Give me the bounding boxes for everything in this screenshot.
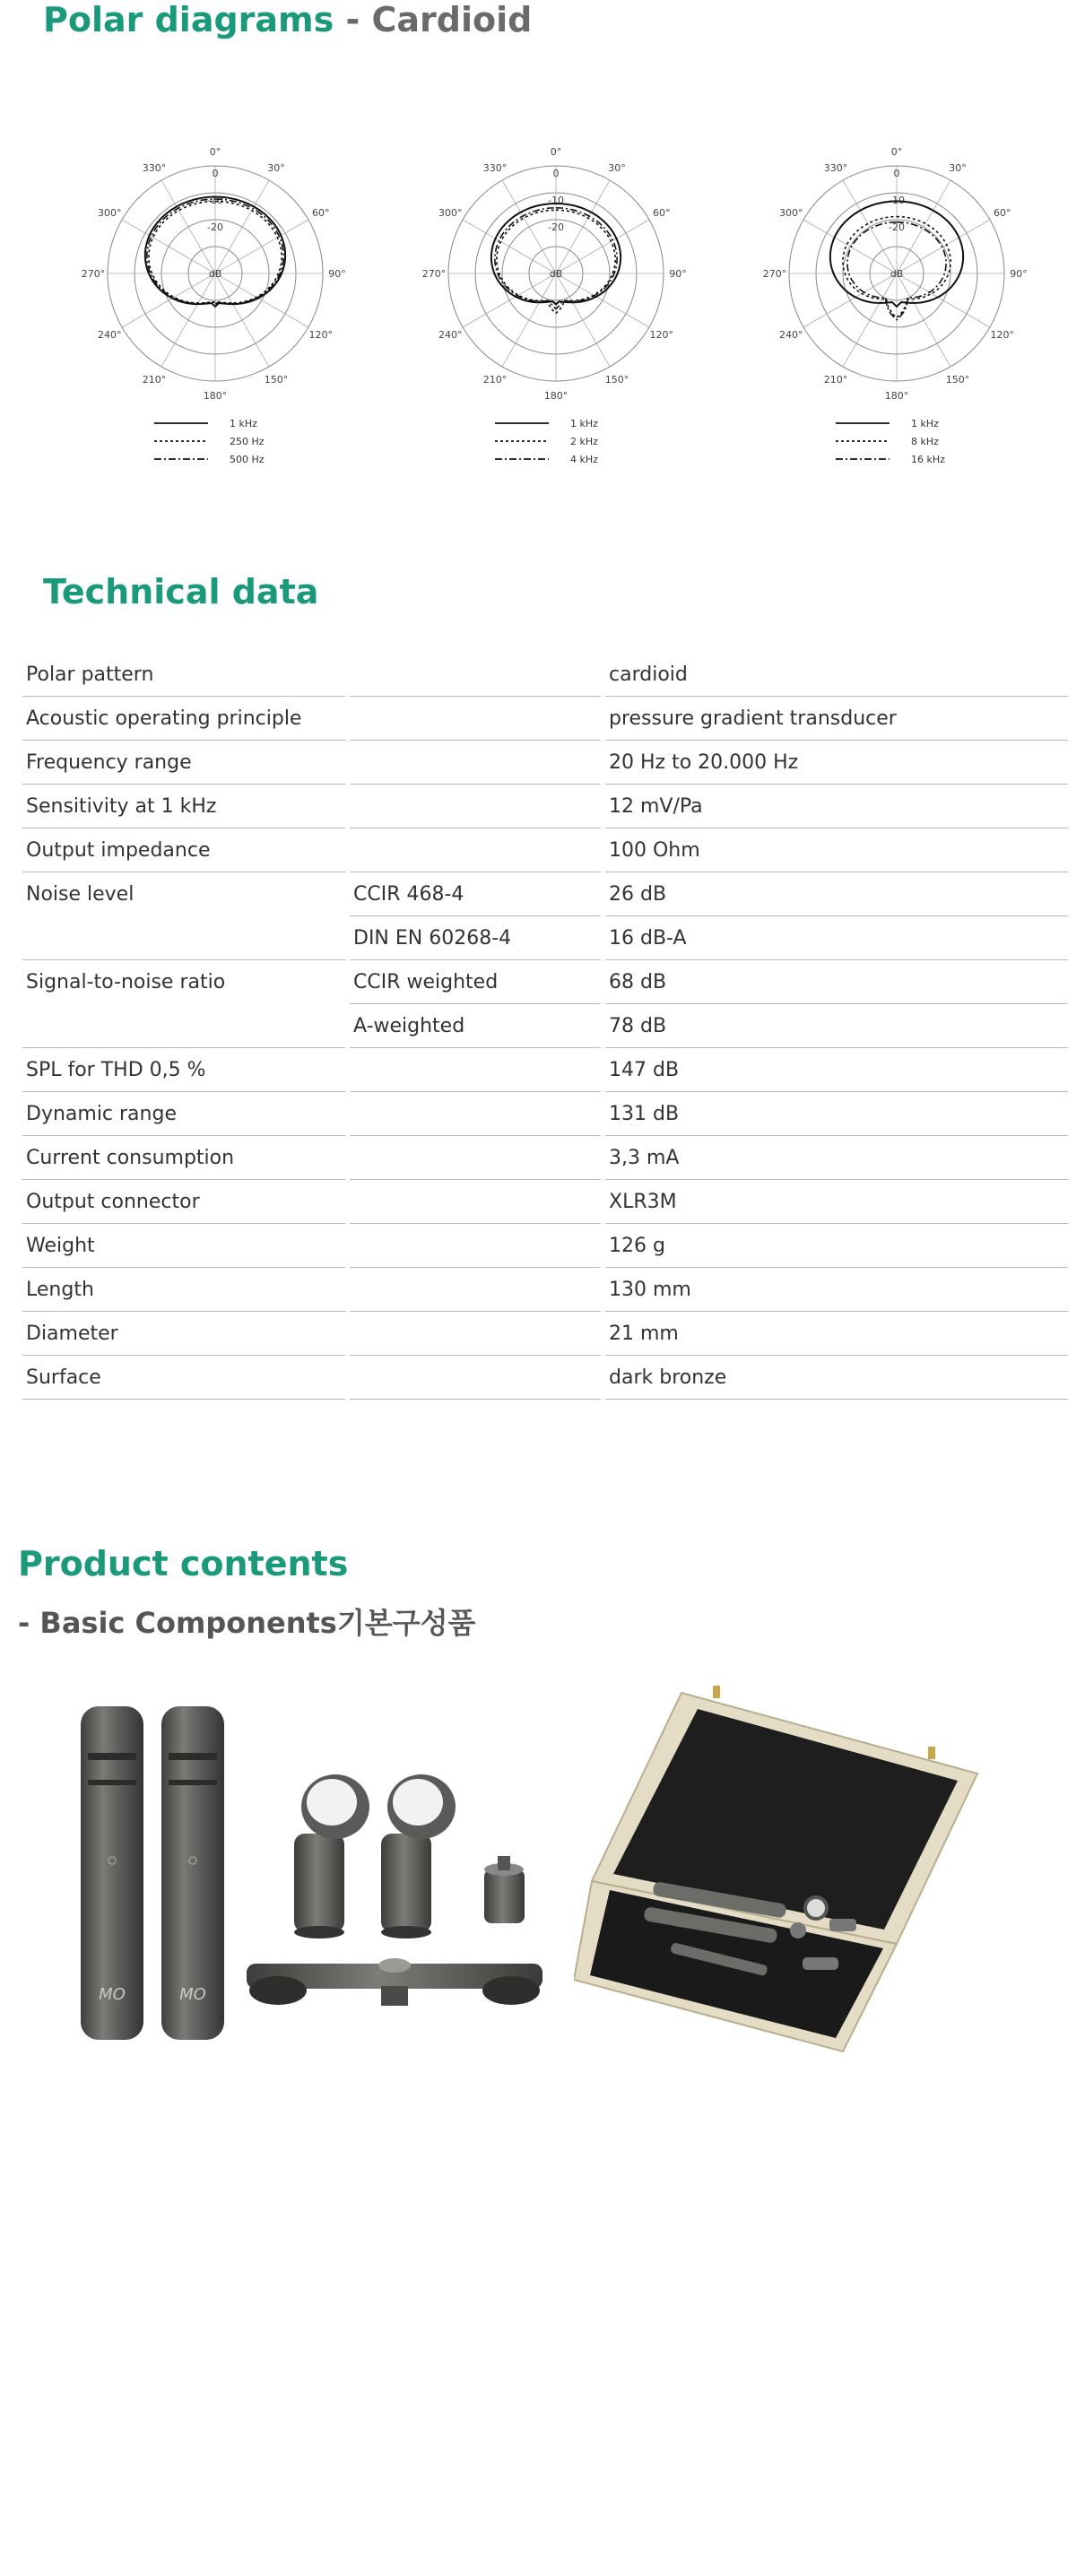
polar-angle-label: 0° bbox=[890, 146, 903, 158]
tech-value: 68 dB bbox=[605, 960, 1068, 1004]
tech-param bbox=[22, 1004, 345, 1048]
polar-spoke bbox=[502, 273, 556, 367]
mic-clip-left bbox=[294, 1774, 369, 1939]
polar-title-main: Polar diagrams bbox=[43, 0, 334, 39]
polar-angle-label: 210° bbox=[823, 373, 848, 386]
polar-angle-label: 30° bbox=[267, 162, 285, 175]
microphone-left bbox=[81, 1706, 143, 2040]
polar-angle-label: 60° bbox=[653, 207, 671, 219]
tech-value: XLR3M bbox=[605, 1180, 1068, 1224]
polar-angle-label: 240° bbox=[778, 329, 803, 341]
tech-row bbox=[22, 697, 1068, 741]
tech-condition bbox=[350, 1224, 601, 1268]
mic-logo-right: MO bbox=[179, 1985, 206, 2004]
polar-diagram-3 bbox=[753, 143, 1040, 484]
polar-ring-label: 0 bbox=[893, 168, 900, 179]
polar-angle-label: 180° bbox=[543, 390, 569, 402]
polar-angle-label: 120° bbox=[308, 329, 334, 341]
tech-row bbox=[22, 1092, 1068, 1136]
polar-angle-label: 0° bbox=[550, 146, 562, 158]
legend-label: 1 kHz bbox=[570, 418, 598, 429]
polar-ring-label: dB bbox=[208, 268, 222, 280]
polar-angle-label: 150° bbox=[945, 373, 970, 386]
tech-param: Output impedance bbox=[22, 828, 345, 872]
polar-ring-label: -10 bbox=[548, 195, 564, 206]
mic-clip-right bbox=[381, 1774, 456, 1939]
tech-param: Sensitivity at 1 kHz bbox=[22, 785, 345, 828]
tech-row bbox=[22, 1004, 1068, 1048]
tech-row bbox=[22, 653, 1068, 697]
tech-condition: CCIR 468-4 bbox=[350, 872, 601, 916]
polar-spoke bbox=[122, 273, 215, 327]
legend-label: 1 kHz bbox=[911, 418, 939, 429]
microphones-photo bbox=[72, 1699, 251, 2058]
tech-param: SPL for THD 0,5 % bbox=[22, 1048, 345, 1092]
polar-angle-label: 30° bbox=[608, 162, 626, 175]
product-contents-title: Product contents bbox=[18, 1544, 349, 1583]
tech-value: 21 mm bbox=[605, 1312, 1068, 1356]
legend-label: 1 kHz bbox=[230, 418, 257, 429]
polar-ring-label: -10 bbox=[207, 195, 223, 206]
tech-row bbox=[22, 741, 1068, 785]
polar-angle-label: 300° bbox=[97, 207, 122, 219]
polar-angle-label: 150° bbox=[264, 373, 289, 386]
tech-condition bbox=[350, 1136, 601, 1180]
tech-value: 100 Ohm bbox=[605, 828, 1068, 872]
tech-condition bbox=[350, 1180, 601, 1224]
tech-row bbox=[22, 1356, 1068, 1400]
tech-value: dark bronze bbox=[605, 1356, 1068, 1400]
tech-condition bbox=[350, 741, 601, 785]
legend-label: 8 kHz bbox=[911, 436, 939, 447]
tech-condition bbox=[350, 1048, 601, 1092]
tech-value: 16 dB-A bbox=[605, 916, 1068, 960]
polar-angle-label: 120° bbox=[649, 329, 674, 341]
polar-spoke bbox=[215, 273, 269, 367]
polar-angle-label: 300° bbox=[438, 207, 463, 219]
basic-components-subtitle: - Basic Components기본구성품 bbox=[18, 1606, 476, 1640]
polar-spoke bbox=[463, 220, 556, 273]
polar-angle-label: 60° bbox=[312, 207, 330, 219]
tech-condition: A-weighted bbox=[350, 1004, 601, 1048]
wooden-case-photo bbox=[574, 1675, 986, 2060]
tech-condition: DIN EN 60268-4 bbox=[350, 916, 601, 960]
polar-diagram-1 bbox=[72, 143, 359, 484]
tech-param: Weight bbox=[22, 1224, 345, 1268]
polar-angle-label: 60° bbox=[994, 207, 1011, 219]
legend-label: 4 kHz bbox=[570, 454, 598, 465]
tech-value: 78 dB bbox=[605, 1004, 1068, 1048]
polar-spoke bbox=[215, 180, 269, 273]
tech-condition bbox=[350, 1312, 601, 1356]
tech-value: 130 mm bbox=[605, 1268, 1068, 1312]
tech-param: Acoustic operating principle bbox=[22, 697, 345, 741]
polar-angle-label: 210° bbox=[482, 373, 508, 386]
tech-condition bbox=[350, 697, 601, 741]
tech-param: Length bbox=[22, 1268, 345, 1312]
tech-param: Signal-to-noise ratio bbox=[26, 971, 226, 993]
polar-spoke bbox=[556, 273, 649, 327]
polar-ring-label: -20 bbox=[207, 221, 223, 233]
polar-ring-label: 0 bbox=[212, 168, 219, 179]
polar-angle-label: 270° bbox=[81, 268, 106, 280]
legend-label: 2 kHz bbox=[570, 436, 598, 447]
tech-param: Polar pattern bbox=[22, 653, 345, 697]
tech-value: 12 mV/Pa bbox=[605, 785, 1068, 828]
polar-angle-label: 240° bbox=[97, 329, 122, 341]
polar-ring-label: -20 bbox=[548, 221, 564, 233]
tech-value: cardioid bbox=[605, 653, 1068, 697]
legend-label: 500 Hz bbox=[230, 454, 265, 465]
polar-spoke bbox=[803, 273, 897, 327]
polar-angle-label: 210° bbox=[142, 373, 167, 386]
tech-condition bbox=[350, 1092, 601, 1136]
tech-row bbox=[22, 916, 1068, 960]
polar-ring-label: dB bbox=[549, 268, 563, 280]
tech-row bbox=[22, 1048, 1068, 1092]
tech-condition: CCIR weighted bbox=[350, 960, 601, 1004]
tech-condition bbox=[350, 653, 601, 697]
polar-spoke bbox=[897, 180, 950, 273]
tech-param: Surface bbox=[22, 1356, 345, 1400]
polar-ring-label: -10 bbox=[889, 195, 905, 206]
polar-ring-label: dB bbox=[890, 268, 904, 280]
tech-value: 20 Hz to 20.000 Hz bbox=[605, 741, 1068, 785]
tech-row bbox=[22, 828, 1068, 872]
polar-spoke bbox=[897, 220, 990, 273]
polar-angle-label: 180° bbox=[203, 390, 228, 402]
polar-angle-label: 300° bbox=[778, 207, 803, 219]
polar-spoke bbox=[215, 220, 308, 273]
tech-row bbox=[22, 1136, 1068, 1180]
polar-spoke bbox=[556, 220, 649, 273]
polar-spoke bbox=[556, 180, 610, 273]
thread-adapter bbox=[484, 1856, 525, 1923]
tech-param: Dynamic range bbox=[22, 1092, 345, 1136]
tech-value: 3,3 mA bbox=[605, 1136, 1068, 1180]
mic-logo-left: MO bbox=[99, 1985, 126, 2004]
polar-spoke bbox=[897, 273, 990, 327]
polar-title-subtitle: Cardioid bbox=[371, 0, 533, 39]
polar-angle-label: 270° bbox=[421, 268, 447, 280]
tech-condition bbox=[350, 1356, 601, 1400]
stereo-bar bbox=[247, 1958, 542, 2006]
tech-condition bbox=[350, 1268, 601, 1312]
tech-value: 126 g bbox=[605, 1224, 1068, 1268]
tech-value: pressure gradient transducer bbox=[605, 697, 1068, 741]
polar-angle-label: 120° bbox=[990, 329, 1015, 341]
tech-value: 131 dB bbox=[605, 1092, 1068, 1136]
tech-condition bbox=[350, 785, 601, 828]
polar-angle-label: 330° bbox=[482, 162, 508, 175]
polar-angle-label: 330° bbox=[142, 162, 167, 175]
polar-diagrams-title bbox=[43, 0, 532, 39]
polar-spoke bbox=[556, 273, 610, 367]
tech-row bbox=[22, 1312, 1068, 1356]
clips-and-stereo-bar-photo bbox=[242, 1757, 547, 2017]
polar-angle-label: 90° bbox=[328, 268, 346, 280]
polar-spoke bbox=[897, 273, 950, 367]
tech-param: Frequency range bbox=[22, 741, 345, 785]
polar-angle-label: 150° bbox=[604, 373, 629, 386]
polar-spoke bbox=[843, 273, 897, 367]
polar-angle-label: 30° bbox=[949, 162, 967, 175]
tech-condition bbox=[350, 828, 601, 872]
polar-spoke bbox=[161, 273, 215, 367]
microphone-right bbox=[161, 1706, 224, 2040]
polar-angle-label: 330° bbox=[823, 162, 848, 175]
tech-row bbox=[22, 1224, 1068, 1268]
tech-row bbox=[22, 1268, 1068, 1312]
tech-row bbox=[22, 1180, 1068, 1224]
polar-angle-label: 270° bbox=[762, 268, 787, 280]
tech-row bbox=[22, 960, 1068, 1004]
polar-ring-label: 0 bbox=[552, 168, 560, 179]
technical-data-title: Technical data bbox=[43, 572, 319, 611]
polar-angle-label: 90° bbox=[669, 268, 687, 280]
polar-spoke bbox=[803, 220, 897, 273]
tech-param: Current consumption bbox=[22, 1136, 345, 1180]
tech-param: Noise level bbox=[26, 883, 135, 906]
technical-data-table bbox=[18, 653, 1072, 1400]
polar-angle-label: 0° bbox=[209, 146, 221, 158]
polar-angle-label: 240° bbox=[438, 329, 463, 341]
tech-param: Diameter bbox=[22, 1312, 345, 1356]
polar-spoke bbox=[122, 220, 215, 273]
polar-spoke bbox=[215, 273, 308, 327]
tech-row bbox=[22, 785, 1068, 828]
tech-param: Output connector bbox=[22, 1180, 345, 1224]
tech-value: 147 dB bbox=[605, 1048, 1068, 1092]
polar-angle-label: 180° bbox=[884, 390, 909, 402]
polar-angle-label: 90° bbox=[1010, 268, 1028, 280]
polar-diagram-2 bbox=[412, 143, 699, 484]
polar-title-separator: - bbox=[334, 0, 372, 39]
tech-value: 26 dB bbox=[605, 872, 1068, 916]
legend-label: 250 Hz bbox=[230, 436, 265, 447]
legend-label: 16 kHz bbox=[911, 454, 945, 465]
tech-param bbox=[22, 916, 345, 960]
tech-row bbox=[22, 872, 1068, 916]
polar-ring-label: -20 bbox=[889, 221, 905, 233]
